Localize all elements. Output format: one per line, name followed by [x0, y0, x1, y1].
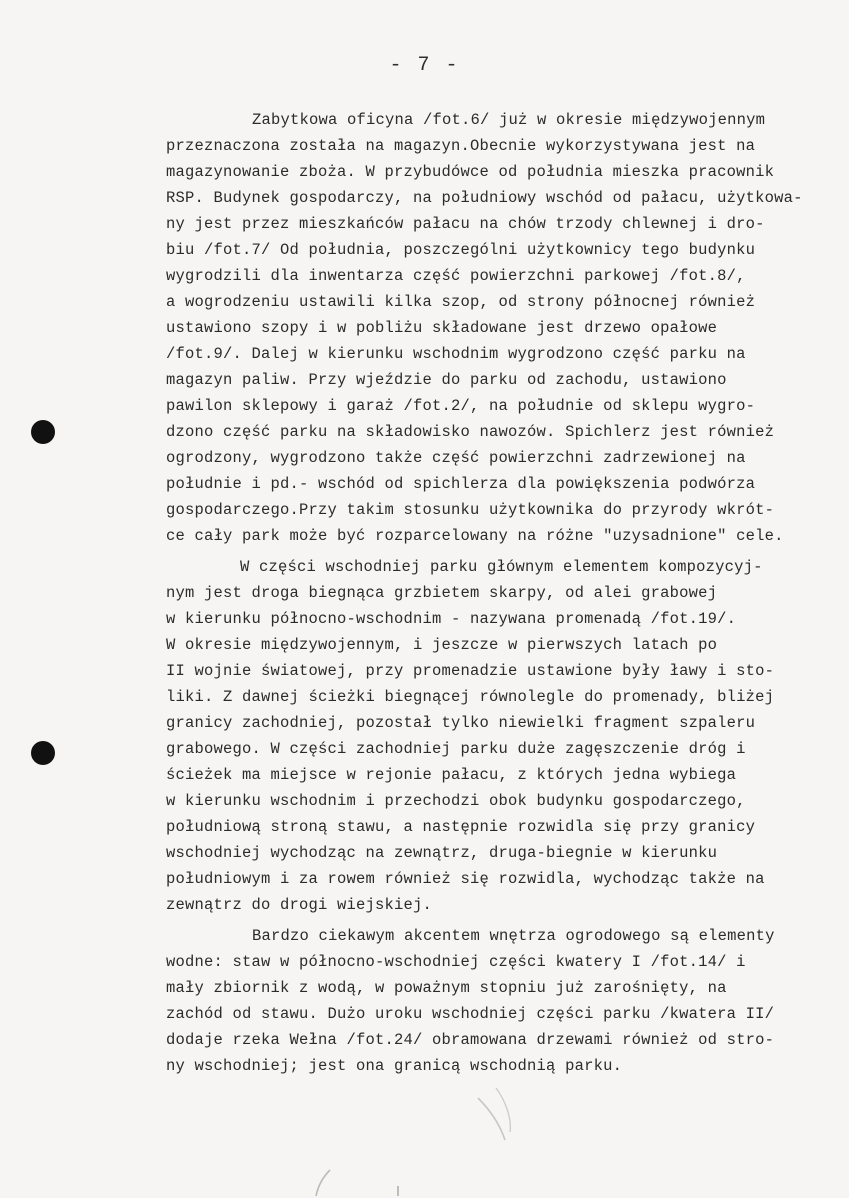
text-line: dodaje rzeka Wełna /fot.24/ obramowana drzewami również od stro- — [166, 1031, 775, 1049]
text-line: /fot.9/. Dalej w kierunku wschodnim wygrodzono część parku na — [166, 345, 746, 363]
text-line: zachód od stawu. Dużo uroku wschodniej części parku /kwatera II/ — [166, 1005, 775, 1023]
text-line: południowym i za rowem również się rozwidla, wychodząc także na — [166, 870, 765, 888]
text-line: pawilon sklepowy i garaż /fot.2/, na południe od sklepu wygro- — [166, 397, 756, 415]
text-line: W części wschodniej parku głównym elementem kompozycyj- — [240, 558, 763, 576]
text-line: w kierunku wschodnim i przechodzi obok budynku gospodarczego, — [166, 792, 746, 810]
text-line: nym jest droga biegnąca grzbietem skarpy, od alei grabowej — [166, 584, 718, 602]
text-line: ny jest przez mieszkańców pałacu na chów trzody chlewnej i dro- — [166, 215, 765, 233]
text-line: Zabytkowa oficyna /fot.6/ już w okresie międzywojennym — [252, 111, 766, 129]
text-line: biu /fot.7/ Od południa, poszczególni użytkownicy tego budynku — [166, 241, 756, 259]
text-line: magazyn paliw. Przy wjeździe do parku od zachodu, ustawiono — [166, 371, 727, 389]
text-line: wygrodzili dla inwentarza część powierzchni parkowej /fot.8/, — [166, 267, 746, 285]
text-line: ny wschodniej; jest ona granicą wschodnią parku. — [166, 1057, 623, 1075]
text-line: a wogrodzeniu ustawili kilka szop, od strony północnej również — [166, 293, 756, 311]
text-line: ustawiono szopy i w pobliżu składowane jest drzewo opałowe — [166, 319, 718, 337]
text-line: liki. Z dawnej ścieżki biegnącej równolegle do promenady, bliżej — [166, 688, 775, 706]
text-line: zewnątrz do drogi wiejskiej. — [166, 896, 433, 914]
text-line: ścieżek ma miejsce w rejonie pałacu, z których jedna wybiega — [166, 766, 737, 784]
text-line: RSP. Budynek gospodarczy, na południowy wschód od pałacu, użytkowa- — [166, 189, 803, 207]
text-line: grabowego. W części zachodniej parku duże zagęszczenie dróg i — [166, 740, 746, 758]
page-number: - 7 - — [389, 54, 460, 77]
text-line: południową stroną stawu, a następnie rozwidla się przy granicy — [166, 818, 756, 836]
text-line: W okresie międzywojennym, i jeszcze w pierwszych latach po — [166, 636, 718, 654]
text-line: wschodniej wychodząc na zewnątrz, druga-biegnie w kierunku — [166, 844, 718, 862]
text-line: gospodarczego.Przy takim stosunku użytkownika do przyrody wkrót- — [166, 501, 775, 519]
text-line: wodne: staw w północno-wschodniej części kwatery I /fot.14/ i — [166, 953, 746, 971]
text-line: mały zbiornik z wodą, w poważnym stopniu już zarośnięty, na — [166, 979, 727, 997]
text-line: ce cały park może być rozparcelowany na różne "uzysadnione" cele. — [166, 527, 784, 545]
text-line: przeznaczona została na magazyn.Obecnie wykorzystywana jest na — [166, 137, 756, 155]
text-line: granicy zachodniej, pozostał tylko niewielki fragment szpaleru — [166, 714, 756, 732]
text-line: w kierunku północno-wschodnim - nazywana promenadą /fot.19/. — [166, 610, 737, 628]
text-line: II wojnie światowej, przy promenadzie ustawione były ławy i sto- — [166, 662, 775, 680]
text-line: południe i pd.- wschód od spichlerza dla powiększenia podwórza — [166, 475, 756, 493]
text-line: ogrodzony, wygrodzono także część powierzchni zadrzewionej na — [166, 449, 746, 467]
text-line: dzono część parku na składowisko nawozów. Spichlerz jest również — [166, 423, 775, 441]
text-line: Bardzo ciekawym akcentem wnętrza ogrodowego są elementy — [252, 927, 775, 945]
text-line: magazynowanie zboża. W przybudówce od południa mieszka pracownik — [166, 163, 775, 181]
